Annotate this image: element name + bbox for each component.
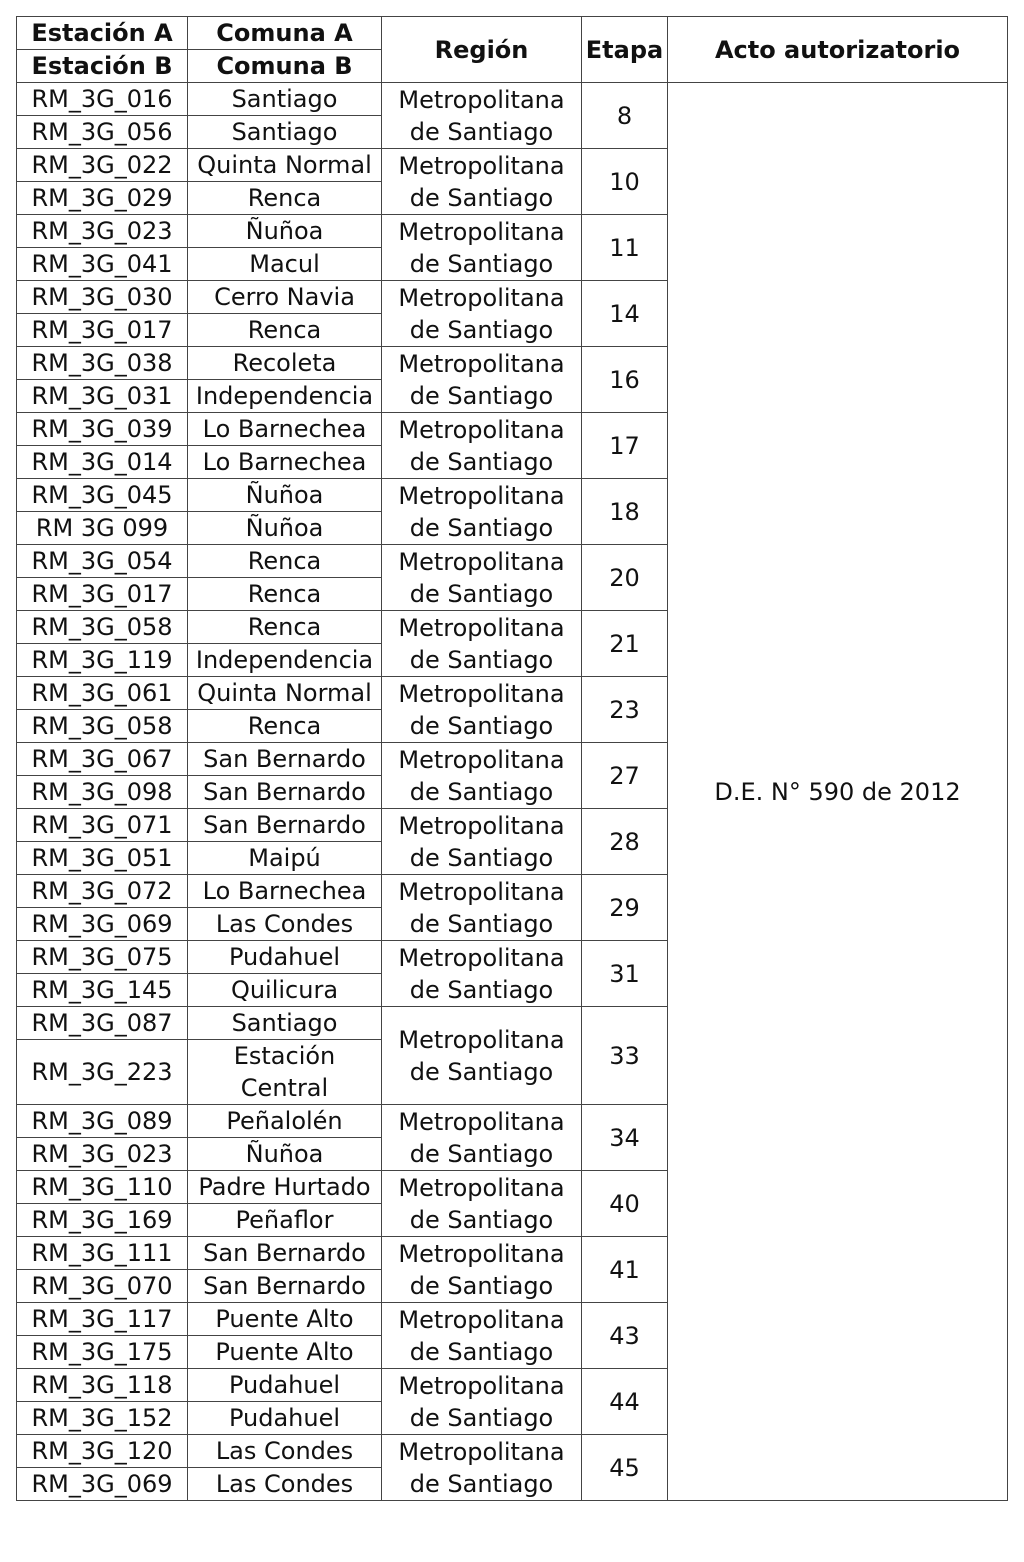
comuna-cell: Macul bbox=[188, 248, 382, 281]
region-cell: Metropolitana de Santiago bbox=[382, 1369, 582, 1435]
comuna-cell: Ñuñoa bbox=[188, 1138, 382, 1171]
etapa-cell: 23 bbox=[582, 677, 668, 743]
comuna-cell: Lo Barnechea bbox=[188, 875, 382, 908]
etapa-cell: 16 bbox=[582, 347, 668, 413]
table-body bbox=[17, 83, 1008, 1501]
station-cell: RM_3G_023 bbox=[17, 1138, 188, 1171]
station-cell: RM_3G_056 bbox=[17, 116, 188, 149]
comuna-cell: Ñuñoa bbox=[188, 512, 382, 545]
region-cell: Metropolitana de Santiago bbox=[382, 1171, 582, 1237]
comuna-cell: Estación Central bbox=[188, 1040, 382, 1105]
region-cell: Metropolitana de Santiago bbox=[382, 347, 582, 413]
station-cell: RM_3G_023 bbox=[17, 215, 188, 248]
header-estacion-b: Estación B bbox=[17, 50, 188, 83]
acto-cell: D.E. N° 590 de 2012 bbox=[668, 83, 1008, 1501]
station-cell: RM_3G_120 bbox=[17, 1435, 188, 1468]
region-cell: Metropolitana de Santiago bbox=[382, 545, 582, 611]
comuna-cell: Peñalolén bbox=[188, 1105, 382, 1138]
region-cell: Metropolitana de Santiago bbox=[382, 413, 582, 479]
station-cell: RM_3G_070 bbox=[17, 1270, 188, 1303]
header-acto: Acto autorizatorio bbox=[668, 17, 1008, 83]
station-cell: RM_3G_058 bbox=[17, 611, 188, 644]
comuna-cell: San Bernardo bbox=[188, 1237, 382, 1270]
region-cell: Metropolitana de Santiago bbox=[382, 743, 582, 809]
comuna-cell: Las Condes bbox=[188, 1468, 382, 1501]
table-row bbox=[17, 83, 1008, 116]
region-cell: Metropolitana de Santiago bbox=[382, 677, 582, 743]
region-cell: Metropolitana de Santiago bbox=[382, 281, 582, 347]
comuna-cell: Cerro Navia bbox=[188, 281, 382, 314]
region-cell: Metropolitana de Santiago bbox=[382, 1007, 582, 1105]
region-cell: Metropolitana de Santiago bbox=[382, 149, 582, 215]
station-cell: RM_3G_017 bbox=[17, 578, 188, 611]
station-cell: RM_3G_016 bbox=[17, 83, 188, 116]
station-cell: RM_3G_069 bbox=[17, 908, 188, 941]
station-cell: RM_3G_054 bbox=[17, 545, 188, 578]
station-cell: RM_3G_067 bbox=[17, 743, 188, 776]
header-row-1 bbox=[17, 17, 1008, 50]
etapa-cell: 45 bbox=[582, 1435, 668, 1501]
comuna-cell: Padre Hurtado bbox=[188, 1171, 382, 1204]
etapa-cell: 33 bbox=[582, 1007, 668, 1105]
station-cell: RM_3G_145 bbox=[17, 974, 188, 1007]
station-cell: RM_3G_058 bbox=[17, 710, 188, 743]
comuna-cell: San Bernardo bbox=[188, 1270, 382, 1303]
station-cell: RM_3G_061 bbox=[17, 677, 188, 710]
station-cell: RM_3G_039 bbox=[17, 413, 188, 446]
station-cell: RM_3G_030 bbox=[17, 281, 188, 314]
comuna-cell: San Bernardo bbox=[188, 809, 382, 842]
etapa-cell: 17 bbox=[582, 413, 668, 479]
comuna-cell: Renca bbox=[188, 545, 382, 578]
header-etapa: Etapa bbox=[582, 17, 668, 83]
station-cell: RM_3G_075 bbox=[17, 941, 188, 974]
comuna-cell: Santiago bbox=[188, 116, 382, 149]
station-cell: RM_3G_223 bbox=[17, 1040, 188, 1105]
etapa-cell: 18 bbox=[582, 479, 668, 545]
comuna-cell: Lo Barnechea bbox=[188, 446, 382, 479]
comuna-cell: Independencia bbox=[188, 380, 382, 413]
station-cell: RM_3G_152 bbox=[17, 1402, 188, 1435]
comuna-cell: Independencia bbox=[188, 644, 382, 677]
comuna-cell: Recoleta bbox=[188, 347, 382, 380]
stations-table bbox=[16, 16, 1008, 1501]
station-cell: RM_3G_169 bbox=[17, 1204, 188, 1237]
comuna-cell: Pudahuel bbox=[188, 1402, 382, 1435]
comuna-cell: Quinta Normal bbox=[188, 677, 382, 710]
etapa-cell: 43 bbox=[582, 1303, 668, 1369]
comuna-cell: Renca bbox=[188, 314, 382, 347]
comuna-cell: Quilicura bbox=[188, 974, 382, 1007]
etapa-cell: 11 bbox=[582, 215, 668, 281]
region-cell: Metropolitana de Santiago bbox=[382, 809, 582, 875]
comuna-cell: San Bernardo bbox=[188, 743, 382, 776]
comuna-cell: Puente Alto bbox=[188, 1336, 382, 1369]
comuna-cell: Peñaflor bbox=[188, 1204, 382, 1237]
comuna-cell: Las Condes bbox=[188, 908, 382, 941]
station-cell: RM_3G_119 bbox=[17, 644, 188, 677]
etapa-cell: 21 bbox=[582, 611, 668, 677]
header-comuna-b: Comuna B bbox=[188, 50, 382, 83]
region-cell: Metropolitana de Santiago bbox=[382, 1435, 582, 1501]
station-cell: RM_3G_117 bbox=[17, 1303, 188, 1336]
station-cell: RM_3G_089 bbox=[17, 1105, 188, 1138]
region-cell: Metropolitana de Santiago bbox=[382, 83, 582, 149]
header-region: Región bbox=[382, 17, 582, 83]
station-cell: RM_3G_069 bbox=[17, 1468, 188, 1501]
comuna-cell: San Bernardo bbox=[188, 776, 382, 809]
etapa-cell: 41 bbox=[582, 1237, 668, 1303]
station-cell: RM_3G_014 bbox=[17, 446, 188, 479]
station-cell: RM_3G_110 bbox=[17, 1171, 188, 1204]
station-cell: RM_3G_031 bbox=[17, 380, 188, 413]
etapa-cell: 44 bbox=[582, 1369, 668, 1435]
station-cell: RM_3G_118 bbox=[17, 1369, 188, 1402]
station-cell: RM_3G_017 bbox=[17, 314, 188, 347]
station-cell: RM_3G_022 bbox=[17, 149, 188, 182]
station-cell: RM_3G_071 bbox=[17, 809, 188, 842]
comuna-cell: Santiago bbox=[188, 1007, 382, 1040]
comuna-cell: Pudahuel bbox=[188, 1369, 382, 1402]
comuna-cell: Quinta Normal bbox=[188, 149, 382, 182]
etapa-cell: 27 bbox=[582, 743, 668, 809]
etapa-cell: 28 bbox=[582, 809, 668, 875]
etapa-cell: 10 bbox=[582, 149, 668, 215]
region-cell: Metropolitana de Santiago bbox=[382, 215, 582, 281]
comuna-cell: Maipú bbox=[188, 842, 382, 875]
station-cell: RM_3G_045 bbox=[17, 479, 188, 512]
etapa-cell: 14 bbox=[582, 281, 668, 347]
region-cell: Metropolitana de Santiago bbox=[382, 875, 582, 941]
station-cell: RM_3G_072 bbox=[17, 875, 188, 908]
comuna-cell: Santiago bbox=[188, 83, 382, 116]
comuna-cell: Puente Alto bbox=[188, 1303, 382, 1336]
header-comuna-a: Comuna A bbox=[188, 17, 382, 50]
table-header bbox=[17, 17, 1008, 83]
station-cell: RM 3G 099 bbox=[17, 512, 188, 545]
etapa-cell: 40 bbox=[582, 1171, 668, 1237]
station-cell: RM_3G_029 bbox=[17, 182, 188, 215]
comuna-cell: Ñuñoa bbox=[188, 215, 382, 248]
station-cell: RM_3G_175 bbox=[17, 1336, 188, 1369]
etapa-cell: 29 bbox=[582, 875, 668, 941]
comuna-cell: Pudahuel bbox=[188, 941, 382, 974]
etapa-cell: 20 bbox=[582, 545, 668, 611]
region-cell: Metropolitana de Santiago bbox=[382, 611, 582, 677]
comuna-cell: Renca bbox=[188, 710, 382, 743]
station-cell: RM_3G_038 bbox=[17, 347, 188, 380]
etapa-cell: 34 bbox=[582, 1105, 668, 1171]
comuna-cell: Renca bbox=[188, 578, 382, 611]
comuna-cell: Renca bbox=[188, 611, 382, 644]
etapa-cell: 31 bbox=[582, 941, 668, 1007]
region-cell: Metropolitana de Santiago bbox=[382, 1303, 582, 1369]
etapa-cell: 8 bbox=[582, 83, 668, 149]
header-estacion-a: Estación A bbox=[17, 17, 188, 50]
region-cell: Metropolitana de Santiago bbox=[382, 1237, 582, 1303]
station-cell: RM_3G_098 bbox=[17, 776, 188, 809]
station-cell: RM_3G_087 bbox=[17, 1007, 188, 1040]
station-cell: RM_3G_051 bbox=[17, 842, 188, 875]
comuna-cell: Ñuñoa bbox=[188, 479, 382, 512]
region-cell: Metropolitana de Santiago bbox=[382, 941, 582, 1007]
station-cell: RM_3G_041 bbox=[17, 248, 188, 281]
region-cell: Metropolitana de Santiago bbox=[382, 1105, 582, 1171]
comuna-cell: Renca bbox=[188, 182, 382, 215]
comuna-cell: Las Condes bbox=[188, 1435, 382, 1468]
region-cell: Metropolitana de Santiago bbox=[382, 479, 582, 545]
comuna-cell: Lo Barnechea bbox=[188, 413, 382, 446]
station-cell: RM_3G_111 bbox=[17, 1237, 188, 1270]
